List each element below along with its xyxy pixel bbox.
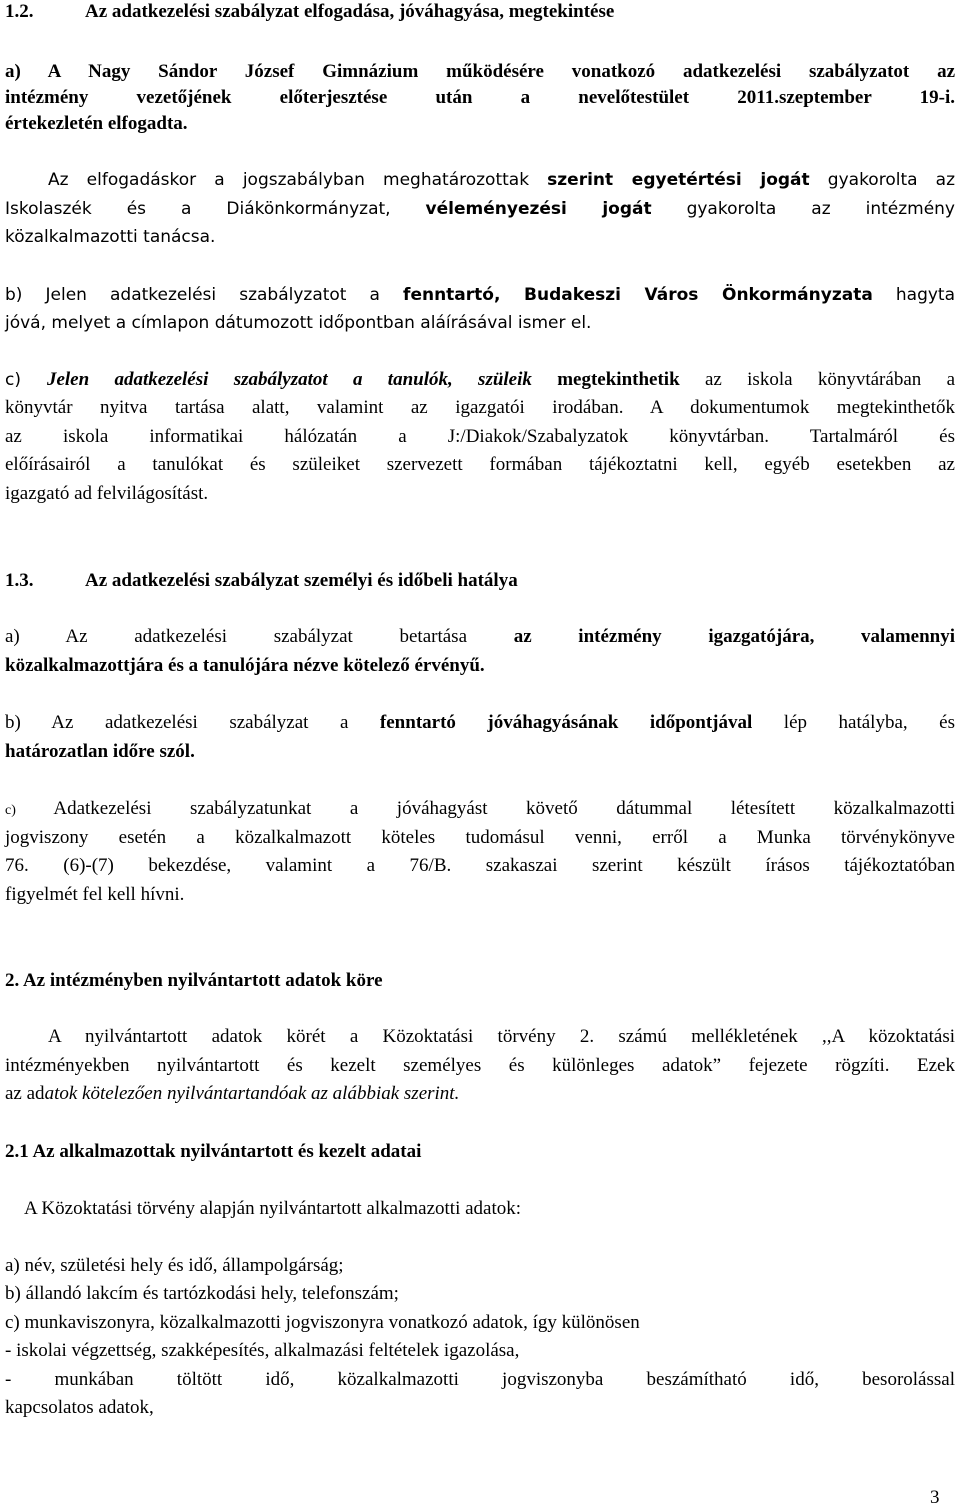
paragraph-line (48, 168, 955, 192)
paragraph-line: 76. (6)-(7) bekezdése, valamint a 76/B. szakaszai szerint készült írásos tájékoztatóban (5, 855, 955, 876)
text-run-small: c) (5, 803, 16, 818)
paragraph-line (5, 368, 955, 392)
text-run-bold: véleményezési jogát (425, 199, 652, 219)
section-1-3-heading (5, 569, 955, 593)
text-run: Adatkezelési szabályzatunkat a jóváhagyást követő dátummal létesített közalkalmazotti (15, 798, 955, 819)
list-item: b) állandó lakcím és tartózkodási hely, telefonszám; (5, 1283, 399, 1304)
section-2-heading (5, 969, 955, 993)
paragraph-line: határozatlan időre szól. (5, 741, 195, 762)
paragraph-line: értekezletén elfogadta. (5, 113, 188, 134)
text-run: az iskola könyvtárában a (679, 369, 956, 390)
paragraph-line (5, 197, 955, 221)
paragraph-line (5, 711, 955, 735)
list-item: - iskolai végzettség, szakképesítés, alkalmazási feltételek igazolása, (5, 1340, 520, 1361)
paragraph-line: intézmény vezetőjének előterjesztése után a nevelőtestület 2011.szeptember 19-i. (5, 87, 955, 108)
text-run: gyakorolta az (809, 170, 955, 190)
text-run-bold: fenntartó, Budakeszi Város Önkormányzata (403, 285, 873, 305)
text-run: b) Jelen adatkezelési szabályzatot a (5, 285, 404, 305)
list-item: c) munkaviszonyra, közalkalmazotti jogviszonyra vonatkozó adatok, így különösen (5, 1312, 640, 1333)
list-item: - munkában töltött idő, közalkalmazotti jogviszonyba beszámítható idő, besorolással (5, 1369, 955, 1390)
section-number: 1.3. (5, 570, 34, 591)
text-run-bold: szerint egyetértési jogát (547, 170, 810, 190)
page-number: 3 (930, 1487, 940, 1508)
text-run: a) Az adatkezelési szabályzat betartása (5, 626, 514, 647)
text-run-bold-italic: Jelen adatkezelési szabályzatot a tanulók, szüleik (46, 369, 532, 390)
section-number: 2. (5, 970, 20, 991)
text-run: gyakorolta az intézmény (651, 199, 955, 219)
text-run-italic: atok kötelezően nyilvántartandóak az alábbiak szerint. (44, 1083, 460, 1104)
text-run-bold: az intézmény igazgatójára, valamennyi (513, 626, 955, 647)
paragraph-line: a) A Nagy Sándor József Gimnázium működésére vonatkozó adatkezelési szabályzatot az (5, 61, 955, 82)
section-title: Az adatkezelési szabályzat elfogadása, jóváhagyása, megtekintése (85, 1, 615, 22)
text-run: Az elfogadáskor a jogszabályban meghatározottak (48, 170, 548, 190)
text-run: Iskolaszék és a Diákönkormányzat, (5, 199, 426, 219)
section-title: Az adatkezelési szabályzat személyi és időbeli hatálya (85, 570, 518, 591)
paragraph-line: jóvá, melyet a címlapon dátumozott időpontban aláírásával ismer el. (5, 313, 592, 333)
paragraph-line: közalkalmazottjára és a tanulójára nézve kötelező érvényű. (5, 655, 485, 676)
paragraph-line (5, 1082, 955, 1106)
section-number: 1.2. (5, 1, 34, 22)
text-run: b) Az adatkezelési szabályzat a (5, 712, 380, 733)
section-1-2-heading (5, 0, 955, 24)
paragraph-line: igazgató ad felvilágosítást. (5, 483, 209, 504)
paragraph-line: előírásairól a tanulókat és szüleiket szervezett formában tájékoztatni kell, egyéb esetekben az (5, 454, 955, 475)
text-run-bold: fenntartó jóváhagyásának időpontjával (379, 712, 753, 733)
paragraph-line: figyelmét fel kell hívni. (5, 884, 185, 905)
text-run: az ad (5, 1083, 45, 1104)
paragraph-line: könyvtár nyitva tartása alatt, valamint az igazgatói irodában. A dokumentumok megtekinthetők (5, 397, 955, 418)
paragraph-line: közalkalmazotti tanácsa. (5, 227, 216, 247)
paragraph-line: intézményekben nyilvántartott és kezelt személyes és különleges adatok” fejezete rögzíti. Ezek (5, 1055, 955, 1076)
list-item: a) név, születési hely és idő, állampolgárság; (5, 1255, 344, 1276)
section-title: Az intézményben nyilvántartott adatok köre (22, 970, 383, 991)
paragraph-line (5, 797, 955, 821)
paragraph-line: jogviszony esetén a közalkalmazott köteles tudomásul venni, erről a Munka törvénykönyve (5, 827, 955, 848)
text-run: lép hatályba, és (752, 712, 955, 733)
section-2-1-heading: 2.1 Az alkalmazottak nyilvántartott és kezelt adatai (5, 1141, 422, 1162)
text-run-bold: megtekinthetik (531, 369, 680, 390)
paragraph-line: A Közoktatási törvény alapján nyilvántartott alkalmazotti adatok: (24, 1198, 522, 1219)
paragraph-line: az iskola informatikai hálózatán a J:/Diakok/Szabalyzatok könyvtárban. Tartalmáról és (5, 426, 955, 447)
paragraph-line (5, 625, 955, 649)
paragraph-line (5, 283, 955, 307)
text-run: hagyta (872, 285, 955, 305)
paragraph-line: A nyilvántartott adatok körét a Közoktatási törvény 2. számú mellékletének ,,A közoktatási (48, 1026, 955, 1047)
text-run: c) (5, 370, 47, 390)
list-item: kapcsolatos adatok, (5, 1397, 154, 1418)
